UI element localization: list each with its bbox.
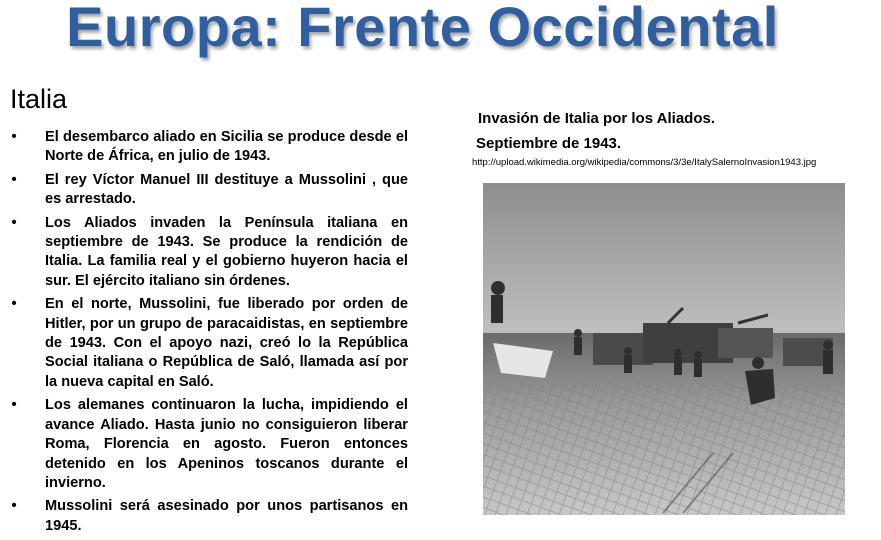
bullet-list — [8, 128, 408, 540]
bullet-text: Mussolini será asesinado por unos partisanos en 1945. — [45, 498, 408, 534]
list-item — [8, 171, 408, 210]
list-item — [8, 128, 408, 167]
list-item — [8, 295, 408, 392]
section-heading: Italia — [10, 84, 68, 114]
list-item — [8, 396, 408, 493]
bullet-text: Los Aliados invaden la Península italiana en septiembre de 1943. Se produce la rendición de Italia. La familia real y el gobierno huyeron hacia el sur. El ejército italiano sin órdenes. — [45, 214, 408, 289]
bullet-text: El desembarco aliado en Sicilia se produce desde el Norte de África, en julio de 1943. — [45, 129, 408, 165]
photo-illustration — [483, 183, 845, 515]
bullet-glyph: • — [11, 296, 17, 313]
list-item — [8, 497, 408, 536]
invasion-photo — [483, 183, 845, 515]
bullet-glyph: • — [11, 129, 17, 145]
bullet-glyph: • — [11, 397, 17, 414]
image-source-url: http://upload.wikimedia.org/wikipedia/commons/3/3e/ItalySalernoInvasion1943.jpg — [472, 157, 817, 168]
bullet-text: El rey Víctor Manuel III destituye a Mussolini , que es arrestado. — [45, 171, 408, 208]
bullet-glyph: • — [11, 171, 17, 188]
bullet-glyph: • — [11, 498, 17, 515]
bullet-glyph: • — [11, 214, 17, 231]
image-caption-title: Invasión de Italia por los Aliados. — [478, 110, 715, 127]
slide-title: Europa: Frente Occidental — [66, 0, 779, 58]
list-item — [8, 214, 408, 292]
bullet-text: Los alemanes continuaron la lucha, impidiendo el avance Aliado. Hasta junio no consiguieron liberar Roma, Florencia en agosto. Fueron entonces detenido en los Apeninos toscanos durante el invierno. — [45, 397, 408, 491]
bullet-text: En el norte, Mussolini, fue liberado por orden de Hitler, por un grupo de paracaidistas, en septiembre de 1943. Con el apoyo nazi, creó lo la República Social italiana o República de Saló, llamada así por la nueva capital en Saló. — [45, 296, 408, 390]
image-caption-date: Septiembre de 1943. — [476, 135, 622, 152]
